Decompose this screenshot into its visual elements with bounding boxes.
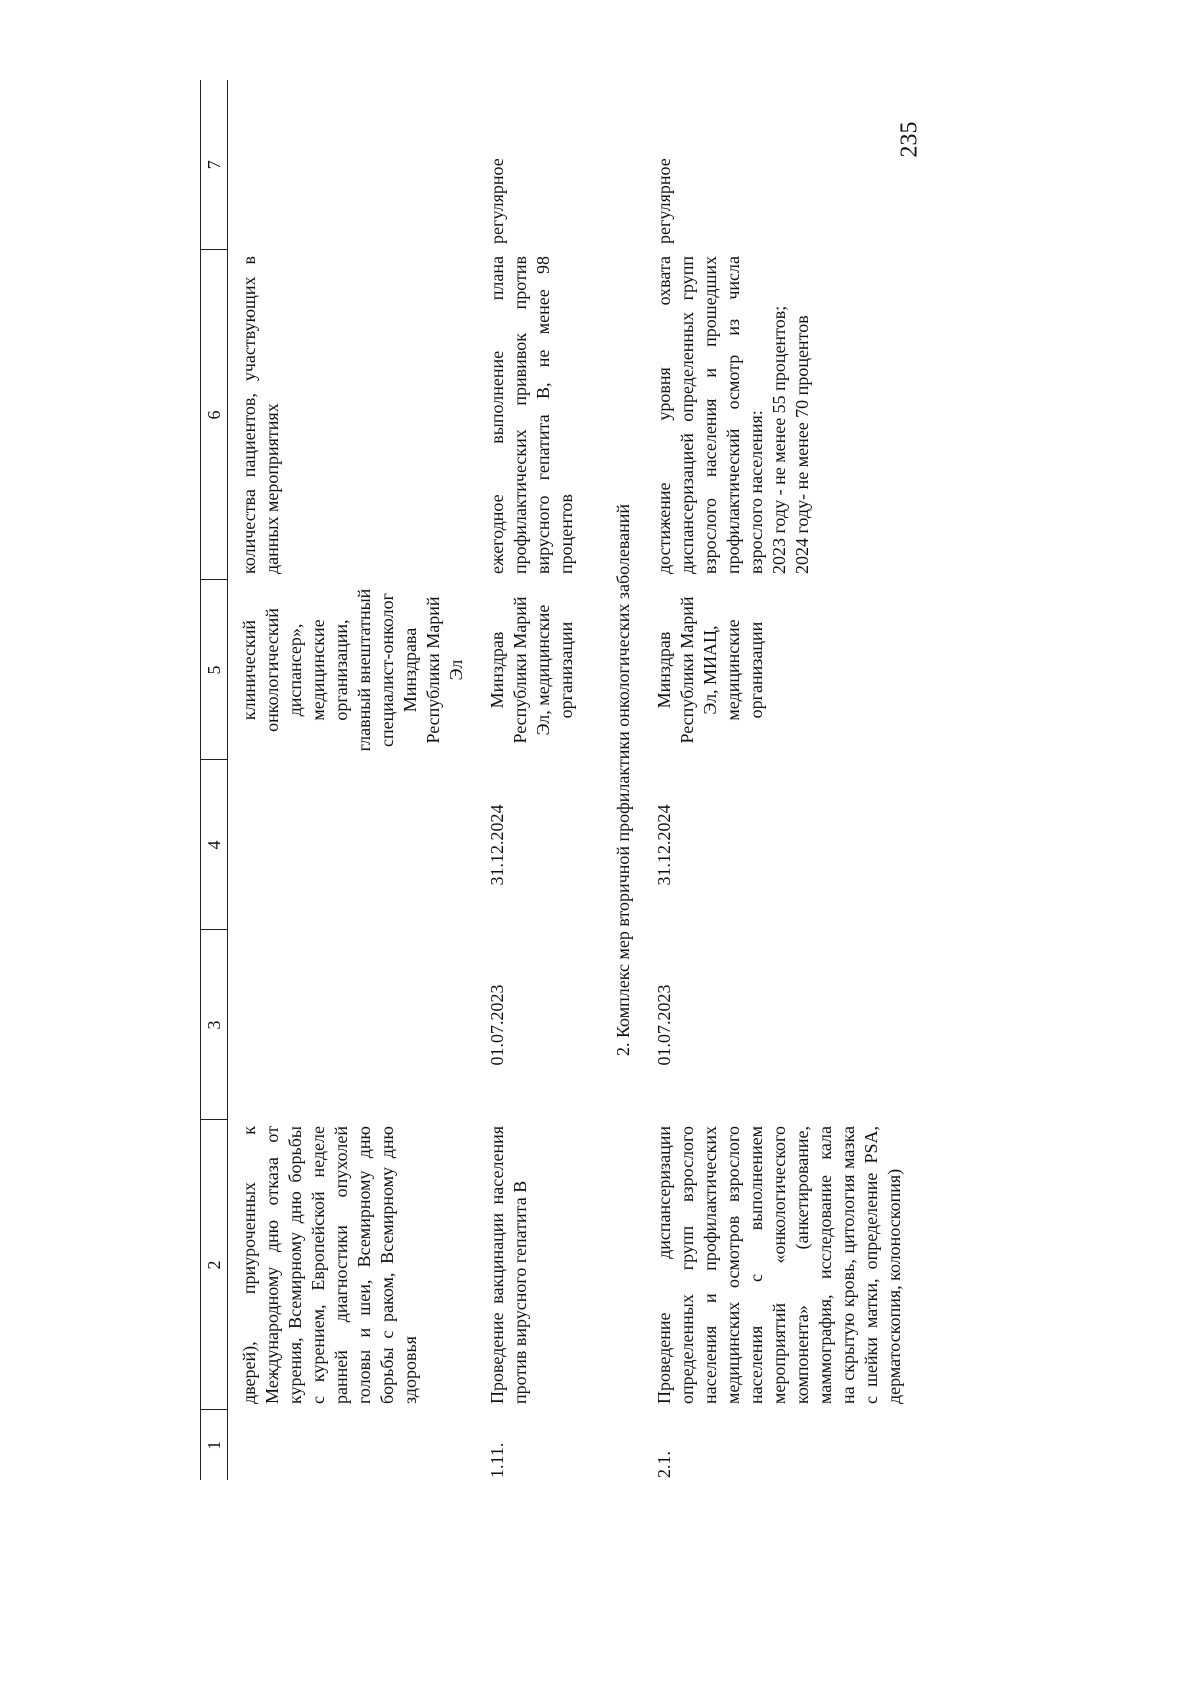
table-row [474, 80, 602, 1480]
responsible-cell: Минздрав Республики Марий Эл, медицинские организации [487, 596, 576, 744]
page-number: 235 [896, 121, 923, 158]
column-header: 3 [201, 930, 228, 1120]
frequency-cell: регулярное [487, 158, 507, 244]
rotated-table-container [200, 80, 960, 1480]
section-title: 2. Комплекс мер вторичной профилактики онкологических заболеваний [613, 503, 633, 1057]
result-cell: ежегодное выполнение плана профилактических прививок против вирусного гепатита В, не менее 98 процентов [487, 256, 576, 574]
result-2023-text: 2023 году - не менее 55 процентов; [769, 305, 789, 574]
frequency-cell [228, 80, 475, 250]
column-header: 2 [201, 1120, 228, 1410]
event-cell: Проведение диспансеризации определенных групп взрослого населения и профилактических медицинских осмотров взрослого населения с выполнением мероприятий «онкологического компонента» (анкетирование, маммография, исследование кала на скрытую кровь, цитология мазка с шейки матки, определение PSA, дерматоскопия, колоноскопия) [654, 1126, 904, 1404]
start-date-cell: 01.07.2023 [487, 984, 507, 1066]
responsible-cell: Минздрав Республики Марий Эл, МИАЦ, медицинские организации [654, 596, 766, 744]
event-cell: Проведение вакцинации населения против вирусного гепатита В [487, 1126, 530, 1404]
result-main-text: достижение уровня охвата диспансеризацией определенных групп взрослого населения и прошедших профилактический осмотр из числа взрослого населения: [654, 256, 766, 574]
frequency-cell: регулярное [654, 158, 674, 244]
result-2024-text: 2024 году- не менее 70 процентов [792, 315, 812, 574]
column-header: 6 [201, 250, 228, 580]
end-date-cell [228, 760, 475, 930]
result-cell: количества пациентов, участвующих в данных мероприятиях [239, 256, 282, 574]
row-number [228, 1410, 475, 1480]
column-header: 4 [201, 760, 228, 930]
event-cell: дверей), приуроченных к Международному дню отказа от курения, Всемирному дню борьбы с курением, Европейской неделе ранней диагностики опухолей головы и шеи, Всемирному дню борьбы с раком, Всемирному дню здоровья [239, 1126, 420, 1404]
end-date-cell: 31.12.2024 [654, 804, 674, 886]
responsible-cell: клинический онкологический диспансер», медицинские организации, главный внештатный специалист-онколог Минздрава Республики Марий Эл [239, 588, 466, 752]
start-date-cell: 01.07.2023 [654, 984, 674, 1066]
table-row [647, 80, 912, 1480]
end-date-cell: 31.12.2024 [487, 804, 507, 886]
row-number: 1.11. [487, 1442, 507, 1478]
row-number: 2.1. [654, 1451, 674, 1478]
start-date-cell [228, 930, 475, 1120]
column-header: 5 [201, 580, 228, 760]
measures-table [200, 80, 912, 1480]
column-header: 1 [201, 1410, 228, 1480]
header-row [201, 80, 228, 1480]
column-header: 7 [201, 80, 228, 250]
result-cell [647, 250, 912, 580]
section-row [602, 80, 647, 1480]
table-row [228, 80, 475, 1480]
